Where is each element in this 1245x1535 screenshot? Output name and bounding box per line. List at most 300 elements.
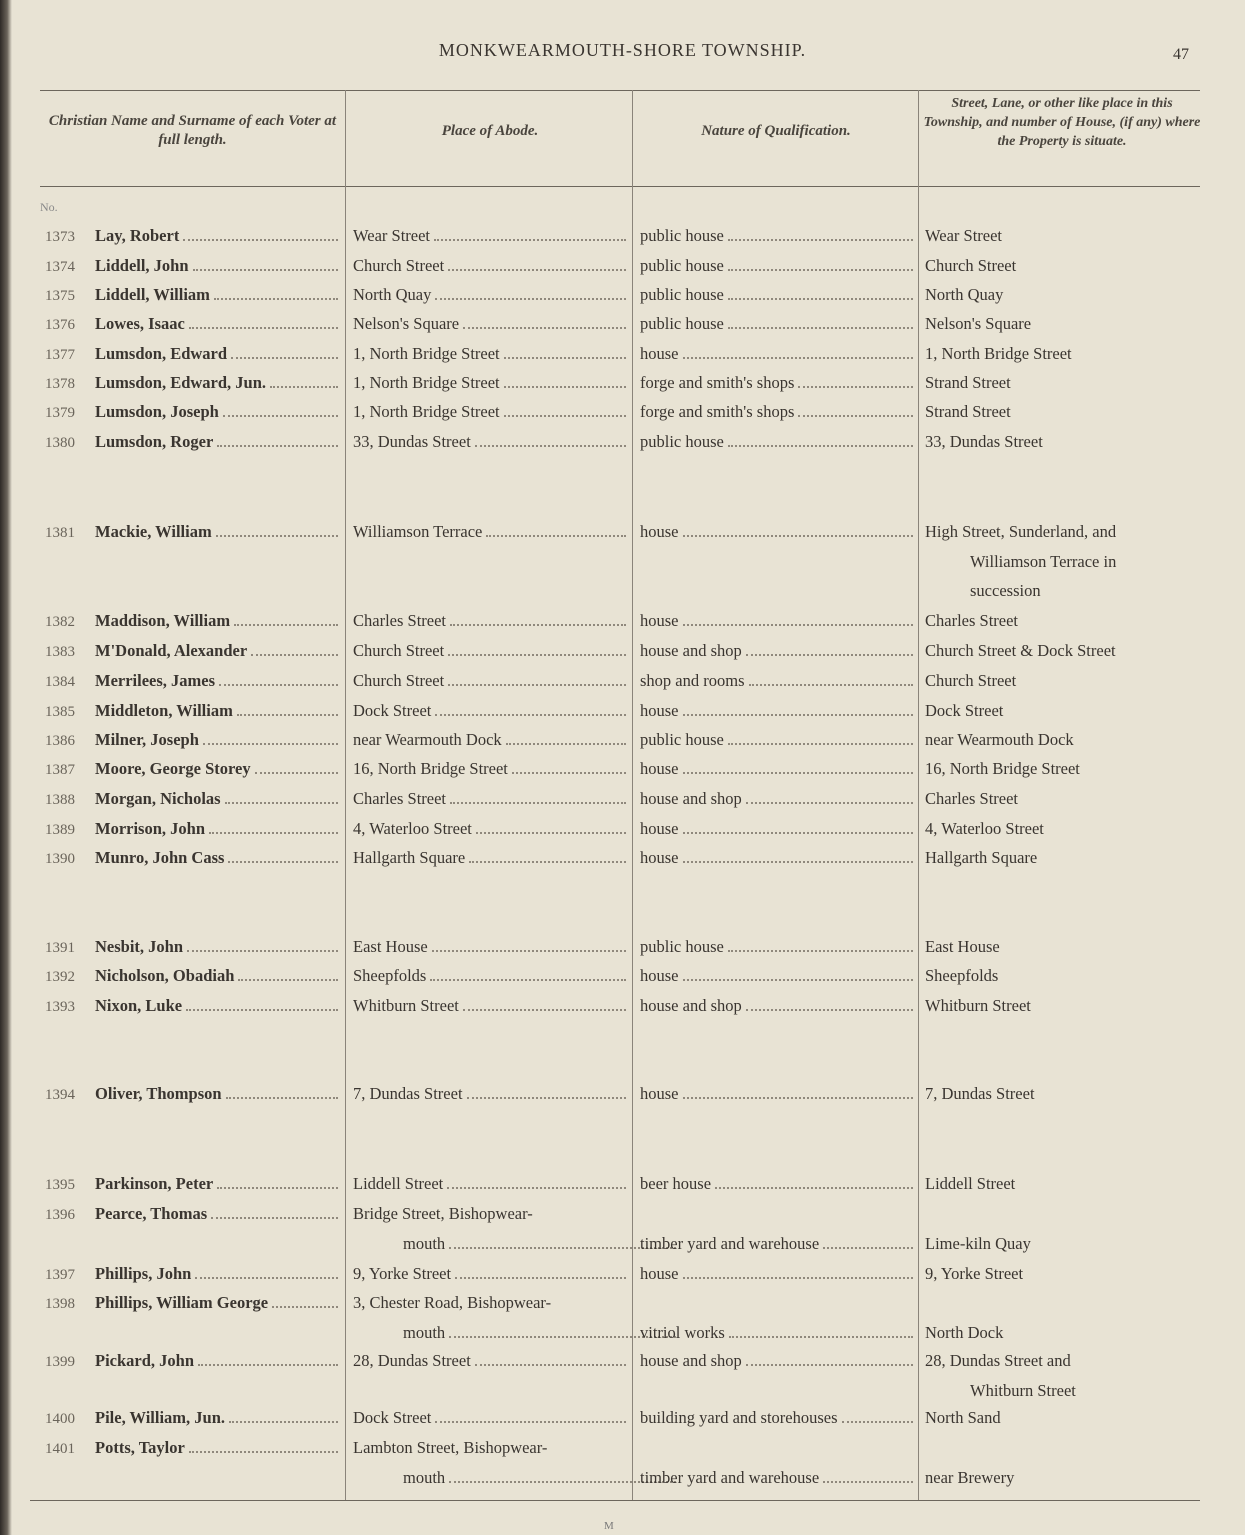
dot-leader [217, 445, 338, 447]
dot-leader [728, 950, 913, 952]
nature-of-qualification-text: house [640, 701, 679, 720]
dot-leader [234, 624, 338, 626]
voter-name-text: Lumsdon, Edward, Jun. [95, 373, 267, 392]
property-street-text: near Brewery [925, 1467, 1015, 1487]
voter-number: 1392 [45, 969, 75, 985]
column-divider [345, 90, 346, 1500]
dot-leader [272, 1306, 338, 1308]
voter-name-text: Lumsdon, Joseph [95, 402, 219, 421]
place-of-abode-text: mouth [403, 1322, 446, 1342]
place-of-abode-text: Charles Street [353, 789, 447, 808]
place-of-abode [353, 428, 628, 452]
voter-number: 1391 [45, 940, 75, 956]
dot-leader [746, 1364, 913, 1366]
dot-leader [238, 979, 338, 981]
voter-name-text: Milner, Joseph [95, 730, 199, 749]
nature-of-qualification [640, 637, 915, 661]
dot-leader [186, 1009, 338, 1011]
nature-of-qualification [640, 785, 915, 809]
dot-leader [225, 802, 338, 804]
property-street-text: 4, Waterloo Street [925, 819, 1044, 838]
property-street-text: North Quay [925, 285, 1004, 304]
nature-of-qualification-text: house [640, 344, 679, 363]
dot-leader [728, 269, 913, 271]
voter-number: 1396 [45, 1207, 75, 1223]
voter-name-text: Lay, Robert [95, 226, 180, 245]
voter-name-text: Mackie, William [95, 522, 212, 541]
nature-of-qualification [640, 815, 915, 839]
voter-name-text: Nicholson, Obadiah [95, 966, 235, 985]
voter-number: 1401 [45, 1441, 75, 1457]
nature-of-qualification-text: public house [640, 256, 724, 275]
dot-leader [435, 714, 626, 716]
voter-number: 1373 [45, 229, 75, 245]
voter-number: 1400 [45, 1411, 75, 1427]
dot-leader [475, 445, 626, 447]
voter-name [95, 962, 340, 986]
place-of-abode-text: Whitburn Street [353, 996, 459, 1015]
nature-of-qualification-text: house [640, 966, 679, 985]
place-of-abode [353, 697, 628, 721]
dot-leader [486, 535, 626, 537]
nature-of-qualification [640, 310, 915, 334]
dot-leader [270, 386, 338, 388]
nature-of-qualification-text: house and shop [640, 641, 742, 660]
nature-of-qualification [640, 1464, 915, 1488]
property-street-text: East House [925, 937, 1000, 956]
place-of-abode-text: 9, Yorke Street [353, 1264, 452, 1283]
dot-leader [211, 1217, 338, 1219]
dot-leader [447, 1187, 626, 1189]
property-street-text: Dock Street [925, 701, 1004, 720]
dot-leader [219, 684, 338, 686]
voter-name-text: Phillips, John [95, 1264, 192, 1283]
property-street [925, 369, 1200, 393]
voter-name [95, 637, 340, 661]
bottom-rule [30, 1500, 1200, 1501]
place-of-abode-text: near Wearmouth Dock [353, 730, 502, 749]
place-of-abode [353, 340, 628, 364]
property-street [925, 637, 1200, 661]
dot-leader [504, 357, 626, 359]
nature-of-qualification-text: house and shop [640, 996, 742, 1015]
nature-of-qualification [640, 844, 915, 868]
place-of-abode [353, 667, 628, 691]
property-street-text: Church Street [925, 671, 1017, 690]
dot-leader [198, 1364, 338, 1366]
place-of-abode [353, 1200, 628, 1224]
dot-leader [189, 1451, 338, 1453]
property-street [925, 815, 1200, 839]
place-of-abode-text: Dock Street [353, 1408, 432, 1427]
dot-leader [435, 1421, 626, 1423]
nature-of-qualification [640, 1347, 915, 1371]
dot-leader [450, 802, 626, 804]
dot-leader [683, 1277, 914, 1279]
voter-number: 1384 [45, 674, 75, 690]
dot-leader [798, 415, 913, 417]
column-divider [632, 90, 633, 1500]
dot-leader [475, 1364, 626, 1366]
place-of-abode [353, 962, 628, 986]
property-street-text: succession [970, 581, 1041, 600]
property-street-text: Charles Street [925, 789, 1019, 808]
property-street [925, 1230, 1200, 1254]
voter-name-text: Lumsdon, Roger [95, 432, 214, 451]
property-street-text: Sheepfolds [925, 966, 999, 985]
dot-leader [255, 772, 338, 774]
voter-name-text: Munro, John Cass [95, 848, 225, 867]
voter-name [95, 844, 340, 868]
place-of-abode-text: 7, Dundas Street [353, 1084, 463, 1103]
voter-number: 1375 [45, 288, 75, 304]
voter-number: 1390 [45, 851, 75, 867]
voter-number: 1395 [45, 1177, 75, 1193]
nature-of-qualification [640, 962, 915, 986]
place-of-abode-text: East House [353, 937, 428, 956]
place-of-abode-text: Bridge Street, Bishopwear- [353, 1204, 533, 1223]
place-of-abode [353, 992, 628, 1016]
property-street-text: Church Street & Dock Street [925, 641, 1116, 660]
property-street [925, 962, 1200, 986]
nature-of-qualification-text: house [640, 1264, 679, 1283]
property-street-text: Liddell Street [925, 1174, 1016, 1193]
place-of-abode-text: Church Street [353, 671, 445, 690]
place-of-abode-text: Nelson's Square [353, 314, 460, 333]
property-street [925, 281, 1200, 305]
dot-leader [683, 535, 914, 537]
voter-name-text: Pearce, Thomas [95, 1204, 208, 1223]
property-street [925, 398, 1200, 422]
voter-name [95, 281, 340, 305]
voter-name-text: Morrison, John [95, 819, 206, 838]
voter-name [95, 667, 340, 691]
voter-name-text: Middleton, William [95, 701, 233, 720]
voter-name-text: Liddell, John [95, 256, 189, 275]
property-street-text: 9, Yorke Street [925, 1264, 1024, 1283]
place-of-abode-text: 28, Dundas Street [353, 1351, 471, 1370]
property-street [925, 577, 1245, 601]
place-of-abode-text: mouth [403, 1467, 446, 1487]
property-street [925, 1260, 1200, 1284]
place-of-abode-text: Lambton Street, Bishopwear- [353, 1438, 548, 1457]
voter-number: 1387 [45, 762, 75, 778]
dot-leader [728, 327, 913, 329]
property-street [925, 1319, 1200, 1343]
dot-leader [189, 327, 338, 329]
place-of-abode [353, 222, 628, 246]
nature-of-qualification [640, 1230, 915, 1254]
dot-leader [455, 1277, 626, 1279]
property-street [925, 667, 1200, 691]
dot-leader [728, 298, 913, 300]
property-street [925, 1170, 1200, 1194]
place-of-abode-text: 16, North Bridge Street [353, 759, 508, 778]
place-of-abode [353, 1404, 628, 1428]
dot-leader [728, 743, 913, 745]
nature-of-qualification [640, 726, 915, 750]
page-number: 47 [1173, 46, 1189, 63]
dot-leader [434, 239, 626, 241]
voter-number: 1397 [45, 1267, 75, 1283]
property-street-text: North Dock [925, 1322, 1004, 1342]
nature-of-qualification [640, 252, 915, 276]
property-street-text: Strand Street [925, 373, 1011, 392]
nature-of-qualification [640, 1260, 915, 1284]
nature-of-qualification [640, 607, 915, 631]
nature-of-qualification-text: building yard and storehouses [640, 1408, 838, 1427]
voter-name [95, 1404, 340, 1428]
voter-name [95, 1434, 340, 1458]
nature-of-qualification-text: house [640, 819, 679, 838]
place-of-abode-text: mouth [403, 1233, 446, 1253]
voter-name-text: Maddison, William [95, 611, 231, 630]
dot-leader [749, 684, 914, 686]
voter-name [95, 607, 340, 631]
property-street [925, 252, 1200, 276]
property-street [925, 933, 1200, 957]
place-of-abode [353, 1464, 678, 1488]
property-street-text: 1, North Bridge Street [925, 344, 1072, 363]
dot-leader [467, 1097, 626, 1099]
place-of-abode [353, 815, 628, 839]
voter-number: 1389 [45, 822, 75, 838]
place-of-abode [353, 844, 628, 868]
dot-leader [842, 1421, 913, 1423]
nature-of-qualification-text: shop and rooms [640, 671, 745, 690]
voter-number: 1393 [45, 999, 75, 1015]
dot-leader [432, 950, 626, 952]
place-of-abode-text: North Quay [353, 285, 432, 304]
property-street [925, 1377, 1245, 1401]
voter-name-text: Pickard, John [95, 1351, 195, 1370]
dot-leader [506, 743, 626, 745]
dot-leader [203, 743, 338, 745]
property-street [925, 992, 1200, 1016]
voter-name [95, 1080, 340, 1104]
header-top-rule [40, 90, 1200, 91]
voter-name-text: Parkinson, Peter [95, 1174, 214, 1193]
header-bottom-rule [40, 186, 1200, 187]
nature-of-qualification [640, 1170, 915, 1194]
dot-leader [187, 950, 338, 952]
column-header-qualification: Nature of Qualification. [701, 123, 851, 139]
voter-name [95, 1200, 340, 1224]
voter-name [95, 1289, 340, 1313]
voter-number: 1399 [45, 1354, 75, 1370]
voter-name-text: Liddell, William [95, 285, 210, 304]
dot-leader [217, 1187, 338, 1189]
property-street-text: 7, Dundas Street [925, 1084, 1035, 1103]
number-column-label: No. [40, 200, 58, 214]
property-street [925, 1404, 1200, 1428]
nature-of-qualification-text: public house [640, 432, 724, 451]
voter-number: 1388 [45, 792, 75, 808]
voter-name [95, 518, 340, 542]
voter-name [95, 785, 340, 809]
nature-of-qualification [640, 281, 915, 305]
page-title: MONKWEARMOUTH-SHORE TOWNSHIP. [438, 40, 807, 60]
column-header-abode: Place of Abode. [441, 123, 539, 139]
property-street [925, 1080, 1200, 1104]
dot-leader [729, 1336, 913, 1338]
voter-number: 1376 [45, 317, 75, 333]
property-street [925, 607, 1200, 631]
place-of-abode [353, 1170, 628, 1194]
property-street-text: Whitburn Street [925, 996, 1031, 1015]
nature-of-qualification-text: timber yard and warehouse [640, 1467, 820, 1487]
nature-of-qualification [640, 755, 915, 779]
dot-leader [209, 832, 338, 834]
nature-of-qualification-text: house [640, 611, 679, 630]
nature-of-qualification-text: timber yard and warehouse [640, 1233, 820, 1253]
voter-name [95, 726, 340, 750]
voter-name-text: Phillips, William George [95, 1293, 269, 1312]
property-street [925, 726, 1200, 750]
voter-name-text: M'Donald, Alexander [95, 641, 248, 660]
property-street-text: North Sand [925, 1408, 1001, 1427]
dot-leader [448, 654, 626, 656]
voter-number: 1398 [45, 1296, 75, 1312]
dot-leader [476, 832, 626, 834]
place-of-abode-text: Williamson Terrace [353, 522, 483, 541]
dot-leader [237, 714, 338, 716]
voter-name [95, 252, 340, 276]
dot-leader [683, 832, 914, 834]
place-of-abode-text: Church Street [353, 641, 445, 660]
property-street [925, 310, 1200, 334]
place-of-abode-text: Sheepfolds [353, 966, 427, 985]
dot-leader [823, 1247, 913, 1249]
dot-leader [798, 386, 913, 388]
voter-number: 1394 [45, 1087, 75, 1103]
nature-of-qualification [640, 1319, 915, 1343]
dot-leader [195, 1277, 338, 1279]
property-street [925, 785, 1200, 809]
voter-name [95, 340, 340, 364]
voter-name-text: Morgan, Nicholas [95, 789, 221, 808]
column-header-street: Street, Lane, or other like place in this Township, and number of House, (if any) where the Property is situate. [923, 96, 1201, 149]
place-of-abode [353, 1289, 628, 1313]
property-street-text: Strand Street [925, 402, 1011, 421]
property-street [925, 697, 1200, 721]
place-of-abode [353, 785, 628, 809]
voter-name-text: Nesbit, John [95, 937, 184, 956]
dot-leader [683, 714, 914, 716]
property-street-text: Wear Street [925, 226, 1003, 245]
nature-of-qualification-text: public house [640, 937, 724, 956]
nature-of-qualification [640, 992, 915, 1016]
nature-of-qualification-text: house [640, 759, 679, 778]
voter-name [95, 1347, 340, 1371]
nature-of-qualification [640, 667, 915, 691]
place-of-abode-text: Hallgarth Square [353, 848, 466, 867]
dot-leader [228, 861, 338, 863]
voter-name [95, 310, 340, 334]
dot-leader [251, 654, 338, 656]
place-of-abode [353, 1319, 678, 1343]
place-of-abode-text: 4, Waterloo Street [353, 819, 472, 838]
dot-leader [193, 269, 338, 271]
property-street [925, 755, 1200, 779]
property-street-text: High Street, Sunderland, and [925, 522, 1117, 541]
nature-of-qualification-text: house and shop [640, 1351, 742, 1370]
place-of-abode [353, 518, 628, 542]
dot-leader [683, 357, 914, 359]
voter-number: 1374 [45, 259, 75, 275]
dot-leader [430, 979, 626, 981]
place-of-abode [353, 726, 628, 750]
dot-leader [214, 298, 338, 300]
voter-name [95, 697, 340, 721]
place-of-abode [353, 369, 628, 393]
dot-leader [183, 239, 338, 241]
voter-name [95, 933, 340, 957]
nature-of-qualification-text: public house [640, 314, 724, 333]
place-of-abode [353, 607, 628, 631]
dot-leader [450, 624, 626, 626]
place-of-abode-text: Dock Street [353, 701, 432, 720]
place-of-abode [353, 1230, 678, 1254]
property-street-text: Nelson's Square [925, 314, 1032, 333]
dot-leader [746, 1009, 913, 1011]
dot-leader [728, 239, 913, 241]
signature-mark: M [604, 1520, 614, 1532]
voter-name [95, 369, 340, 393]
dot-leader [463, 1009, 626, 1011]
place-of-abode [353, 1434, 628, 1458]
nature-of-qualification [640, 369, 915, 393]
dot-leader [448, 269, 626, 271]
property-street [925, 548, 1245, 572]
place-of-abode-text: 1, North Bridge Street [353, 402, 500, 421]
dot-leader [504, 415, 626, 417]
voter-name-text: Potts, Taylor [95, 1438, 185, 1457]
nature-of-qualification-text: house [640, 848, 679, 867]
dot-leader [504, 386, 626, 388]
property-street-text: Lime-kiln Quay [925, 1233, 1031, 1253]
nature-of-qualification-text: public house [640, 226, 724, 245]
voter-name [95, 222, 340, 246]
property-street-text: 16, North Bridge Street [925, 759, 1080, 778]
dot-leader [746, 802, 913, 804]
place-of-abode-text: 1, North Bridge Street [353, 373, 500, 392]
nature-of-qualification-text: house [640, 1084, 679, 1103]
place-of-abode-text: Liddell Street [353, 1174, 444, 1193]
voter-name-text: Lumsdon, Edward [95, 344, 228, 363]
property-street-text: Church Street [925, 256, 1017, 275]
nature-of-qualification [640, 697, 915, 721]
property-street-text: Hallgarth Square [925, 848, 1038, 867]
place-of-abode [353, 252, 628, 276]
place-of-abode [353, 637, 628, 661]
nature-of-qualification-text: public house [640, 730, 724, 749]
nature-of-qualification-text: public house [640, 285, 724, 304]
nature-of-qualification [640, 222, 915, 246]
property-street [925, 518, 1200, 542]
place-of-abode-text: 3, Chester Road, Bishopwear- [353, 1293, 552, 1312]
dot-leader [226, 1097, 338, 1099]
dot-leader [728, 445, 913, 447]
nature-of-qualification [640, 1404, 915, 1428]
voter-number: 1385 [45, 704, 75, 720]
nature-of-qualification-text: house [640, 522, 679, 541]
nature-of-qualification [640, 428, 915, 452]
place-of-abode [353, 1347, 628, 1371]
nature-of-qualification [640, 1080, 915, 1104]
voter-number: 1380 [45, 435, 75, 451]
dot-leader [746, 654, 913, 656]
